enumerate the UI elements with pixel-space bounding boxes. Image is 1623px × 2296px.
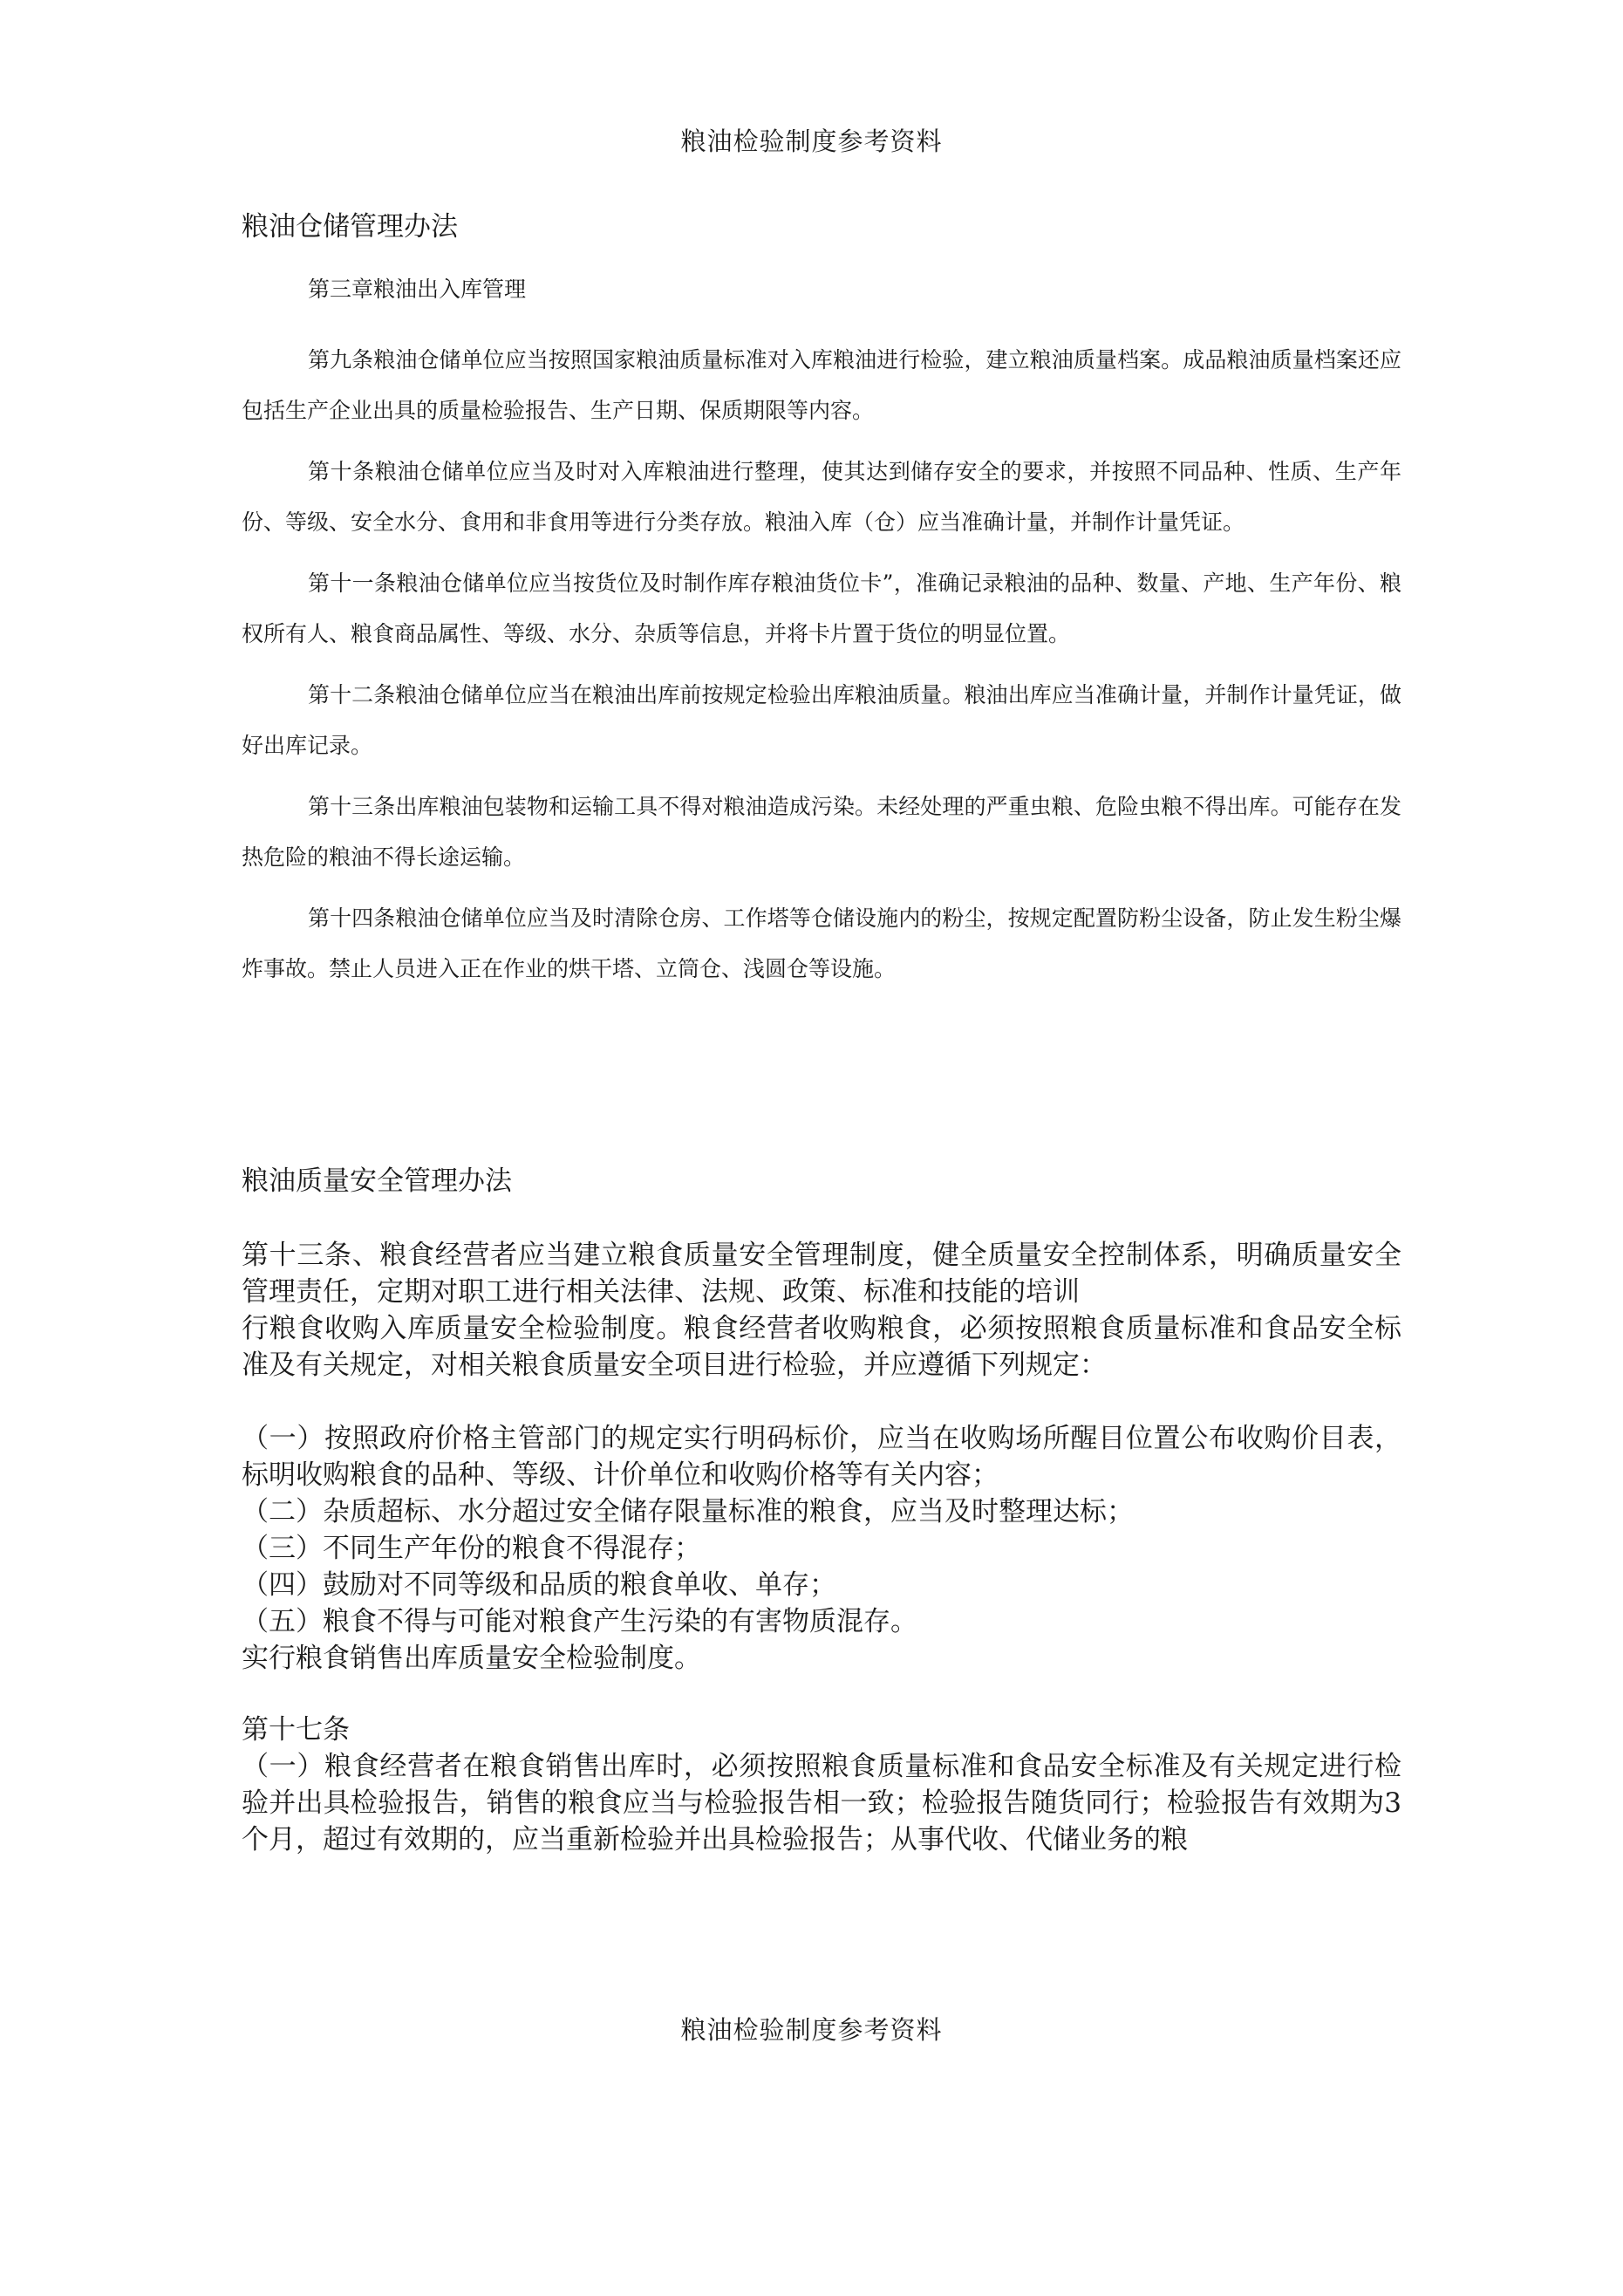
- quality-safety-section: [242, 1164, 1401, 1858]
- article-heading: 第十七条: [242, 1714, 350, 1746]
- list-item: （二）杂质超标、水分超过安全储存限量标准的粮食，应当及时整理达标；: [242, 1496, 1134, 1527]
- section-title: 粮油仓储管理办法: [242, 211, 458, 243]
- article-paragraph: 实行粮食销售出库质量安全检验制度。: [242, 1643, 701, 1674]
- chapter-heading: 第三章粮油出入库管理: [308, 277, 527, 302]
- warehouse-management-section: [242, 209, 1401, 1005]
- spacer: [242, 1384, 1401, 1420]
- page-footer: 粮油检验制度参考资料: [680, 2015, 943, 2045]
- list-item: （三）不同生产年份的粮食不得混存；: [242, 1533, 701, 1564]
- article-paragraph: 第十三条出库粮油包装物和运输工具不得对粮油造成污染。未经处理的严重虫粮、危险虫粮不得出库。可能存在发热危险的粮油不得长途运输。: [242, 794, 1401, 870]
- article-paragraph: 第十一条粮油仓储单位应当按货位及时制作库存粮油货位卡”，准确记录粮油的品种、数量、产地、生产年份、粮权所有人、粮食商品属性、等级、水分、杂质等信息，并将卡片置于货位的明显位置。: [242, 571, 1401, 646]
- page-header: 粮油检验制度参考资料: [680, 126, 943, 156]
- article-paragraph: 第十二条粮油仓储单位应当在粮油出库前按规定检验出库粮油质量。粮油出库应当准确计量，并制作计量凭证，做好出库记录。: [242, 682, 1401, 758]
- article-paragraph: 第十四条粮油仓储单位应当及时清除仓房、工作塔等仓储设施内的粉尘，按规定配置防粉尘设备，防止发生粉尘爆炸事故。禁止人员进入正在作业的烘干塔、立筒仓、浅圆仓等设施。: [242, 905, 1401, 981]
- list-item: （一）粮食经营者在粮食销售出库时，必须按照粮食质量标准和食品安全标准及有关规定进行检验并出具检验报告，销售的粮食应当与检验报告相一致；检验报告随货同行；检验报告有效期为3个月，超过有效期的，应当重新检验并出具检验报告；从事代收、代储业务的粮: [242, 1751, 1401, 1855]
- list-item: （五）粮食不得与可能对粮食产生污染的有害物质混存。: [242, 1606, 917, 1637]
- article-paragraph: 第九条粮油仓储单位应当按照国家粮油质量标准对入库粮油进行检验，建立粮油质量档案。成品粮油质量档案还应包括生产企业出具的质量检验报告、生产日期、保质期限等内容。: [242, 347, 1401, 423]
- article-paragraph: 第十三条、粮食经营者应当建立粮食质量安全管理制度，健全质量安全控制体系，明确质量安全管理责任，定期对职工进行相关法律、法规、政策、标准和技能的培训: [242, 1240, 1401, 1308]
- list-item: （四）鼓励对不同等级和品质的粮食单收、单存；: [242, 1569, 836, 1601]
- list-item: （一）按照政府价格主管部门的规定实行明码标价，应当在收购场所醒目位置公布收购价目表，标明收购粮食的品种、等级、计价单位和收购价格等有关内容；: [242, 1423, 1401, 1491]
- article-paragraph: 第十条粮油仓储单位应当及时对入库粮油进行整理，使其达到储存安全的要求，并按照不同品种、性质、生产年份、等级、安全水分、食用和非食用等进行分类存放。粮油入库（仓）应当准确计量，并制作计量凭证。: [242, 459, 1401, 535]
- section-title: 粮油质量安全管理办法: [242, 1165, 512, 1197]
- article-paragraph: 行粮食收购入库质量安全检验制度。粮食经营者收购粮食，必须按照粮食质量标准和食品安全标准及有关规定，对相关粮食质量安全项目进行检验，并应遵循下列规定：: [242, 1313, 1401, 1381]
- spacer: [242, 1677, 1401, 1712]
